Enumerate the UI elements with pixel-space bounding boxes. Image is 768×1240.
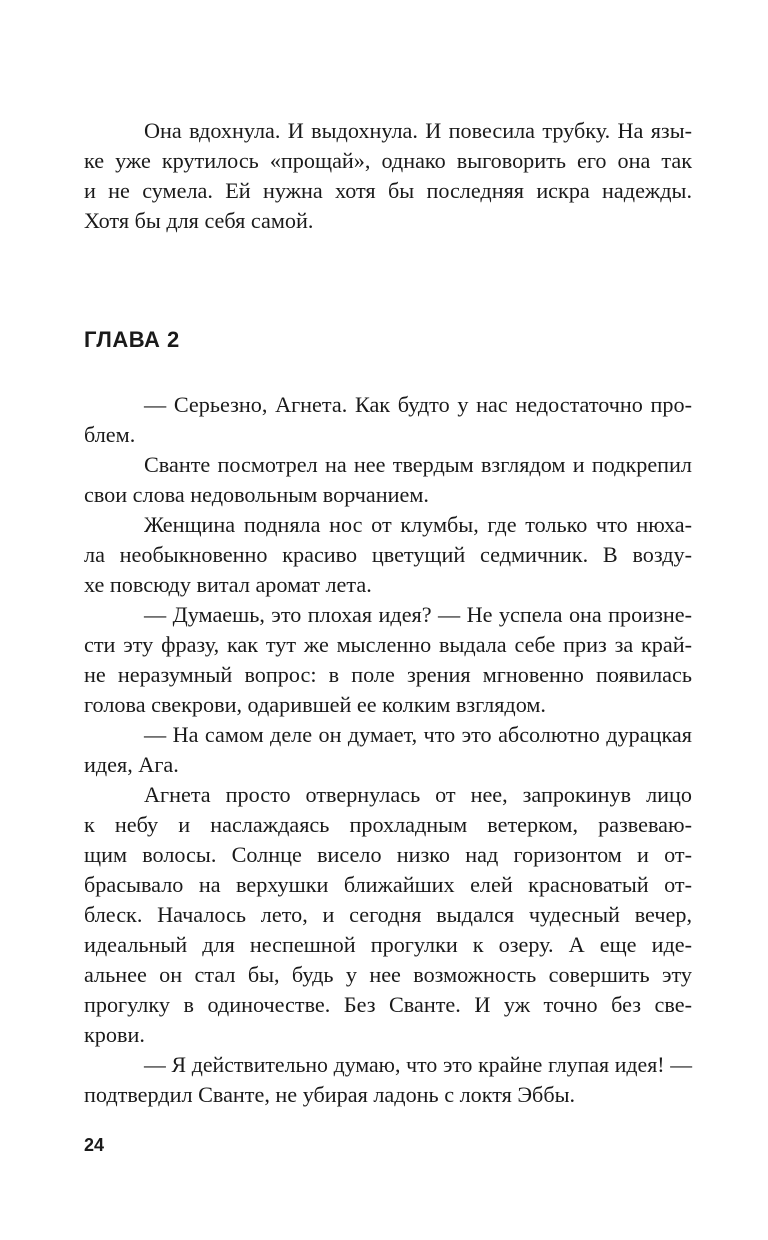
text-line: к небу и наслаждаясь прохладным ветерком, развеваю- bbox=[84, 812, 692, 837]
text-line: блем. bbox=[84, 422, 136, 447]
chapter-title: ГЛАВА 2 bbox=[84, 327, 180, 352]
text-line: подтвердил Сванте, не убирая ладонь с локтя Эббы. bbox=[84, 1082, 576, 1107]
text-line: идеальный для неспешной прогулки к озеру. А еще иде- bbox=[84, 932, 692, 957]
text-line: — Думаешь, это плохая идея? — Не успела она произне- bbox=[144, 602, 692, 627]
text-line: ла необыкновенно красиво цветущий седмичник. В возду- bbox=[84, 542, 692, 567]
text-line: — На самом деле он думает, что это абсолютно дурацкая bbox=[144, 722, 692, 747]
text-line: — Серьезно, Агнета. Как будто у нас недостаточно про- bbox=[144, 392, 692, 417]
text-line: идея, Ага. bbox=[84, 752, 179, 777]
text-line: хе повсюду витал аромат лета. bbox=[84, 572, 372, 597]
page-number: 24 bbox=[84, 1135, 105, 1155]
text-line: Женщина подняла нос от клумбы, где только что нюха- bbox=[144, 512, 692, 537]
text-line: блеск. Началось лето, и сегодня выдался чудесный вечер, bbox=[84, 902, 692, 927]
text-line: Хотя бы для себя самой. bbox=[84, 208, 314, 233]
text-line: крови. bbox=[84, 1022, 145, 1047]
text-line: и не сумела. Ей нужна хотя бы последняя искра надежды. bbox=[84, 178, 692, 203]
text-line: Сванте посмотрел на нее твердым взглядом и подкрепил bbox=[144, 452, 692, 477]
text-line: ке уже крутилось «прощай», однако выговорить его она так bbox=[84, 148, 692, 173]
text-line: не неразумный вопрос: в поле зрения мгновенно появилась bbox=[84, 662, 692, 687]
text-line: сти эту фразу, как тут же мысленно выдала себе приз за край- bbox=[84, 632, 692, 657]
text-line: голова свекрови, одарившей ее колким взглядом. bbox=[84, 692, 546, 717]
text-line: — Я действительно думаю, что это крайне глупая идея! — bbox=[144, 1053, 692, 1077]
text-line: Агнета просто отвернулась от нее, запрокинув лицо bbox=[144, 782, 692, 807]
text-line: свои слова недовольным ворчанием. bbox=[84, 482, 429, 507]
text-line: Она вдохнула. И выдохнула. И повесила трубку. На язы- bbox=[144, 118, 692, 143]
text-line: альнее он стал бы, будь у нее возможность совершить эту bbox=[84, 962, 692, 987]
text-line: прогулку в одиночестве. Без Сванте. И уж точно без све- bbox=[84, 992, 692, 1017]
text-line: брасывало на верхушки ближайших елей красноватый от- bbox=[84, 872, 692, 897]
text-line: щим волосы. Солнце висело низко над горизонтом и от- bbox=[84, 842, 692, 867]
